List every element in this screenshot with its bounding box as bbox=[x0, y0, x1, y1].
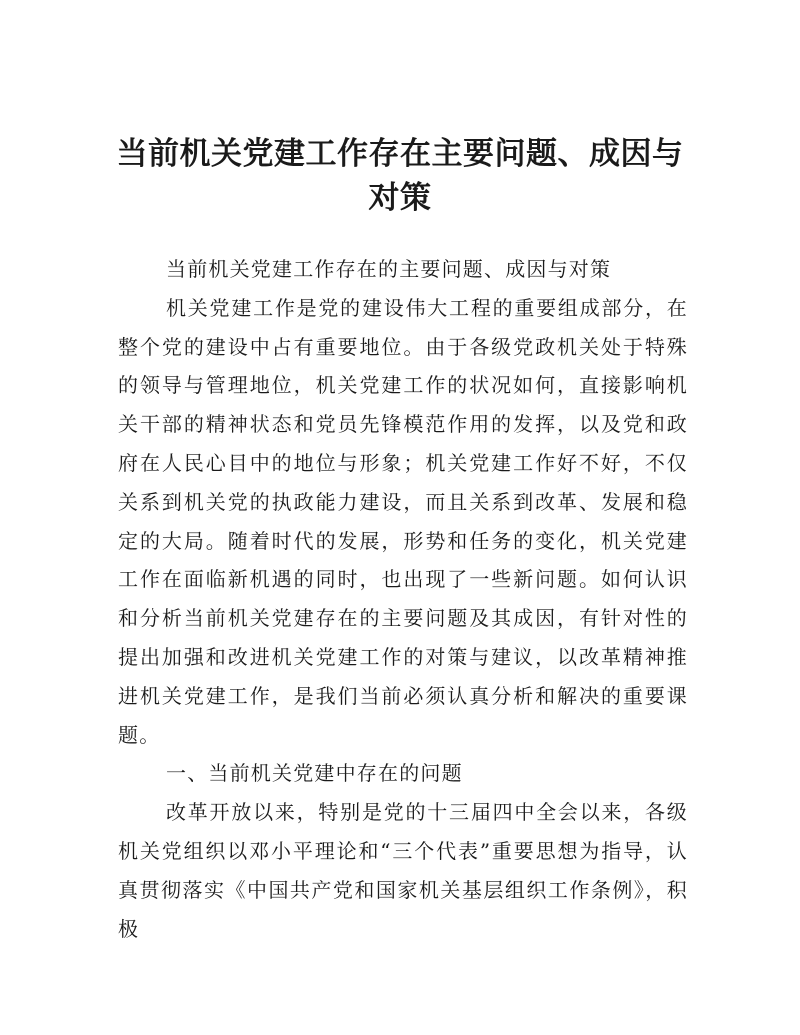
section-heading-1: 一、当前机关党建中存在的问题 bbox=[166, 761, 463, 786]
paragraph-subtitle: 当前机关党建工作存在的主要问题、成因与对策 bbox=[166, 257, 612, 281]
document-body bbox=[118, 250, 688, 948]
paragraph-section-1: 改革开放以来，特别是党的十三届四中全会以来，各级机关党组织以邓小平理论和“三个代表”重要思想为指导，认真贯彻落实《中国共产党和国家机关基层组织工作条例》，积极 bbox=[118, 800, 688, 941]
paragraph-intro: 机关党建工作是党的建设伟大工程的重要组成部分，在整个党的建设中占有重要地位。由于各级党政机关处于特殊的领导与管理地位，机关党建工作的状况如何，直接影响机关干部的精神状态和党员先锋模范作用的发挥，以及党和政府在人民心目中的地位与形象；机关党建工作好不好，不仅关系到机关党的执政能力建设，而且关系到改革、发展和稳定的大局。随着时代的发展，形势和任务的变化，机关党建工作在面临新机遇的同时，也出现了一些新问题。如何认识和分析当前机关党建存在的主要问题及其成因，有针对性的提出加强和改进机关党建工作的对策与建议，以改革精神推进机关党建工作，是我们当前必须认真分析和解决的重要课题。 bbox=[118, 295, 688, 747]
document-title: 当前机关党建工作存在主要问题、成因与对策 bbox=[116, 136, 684, 216]
